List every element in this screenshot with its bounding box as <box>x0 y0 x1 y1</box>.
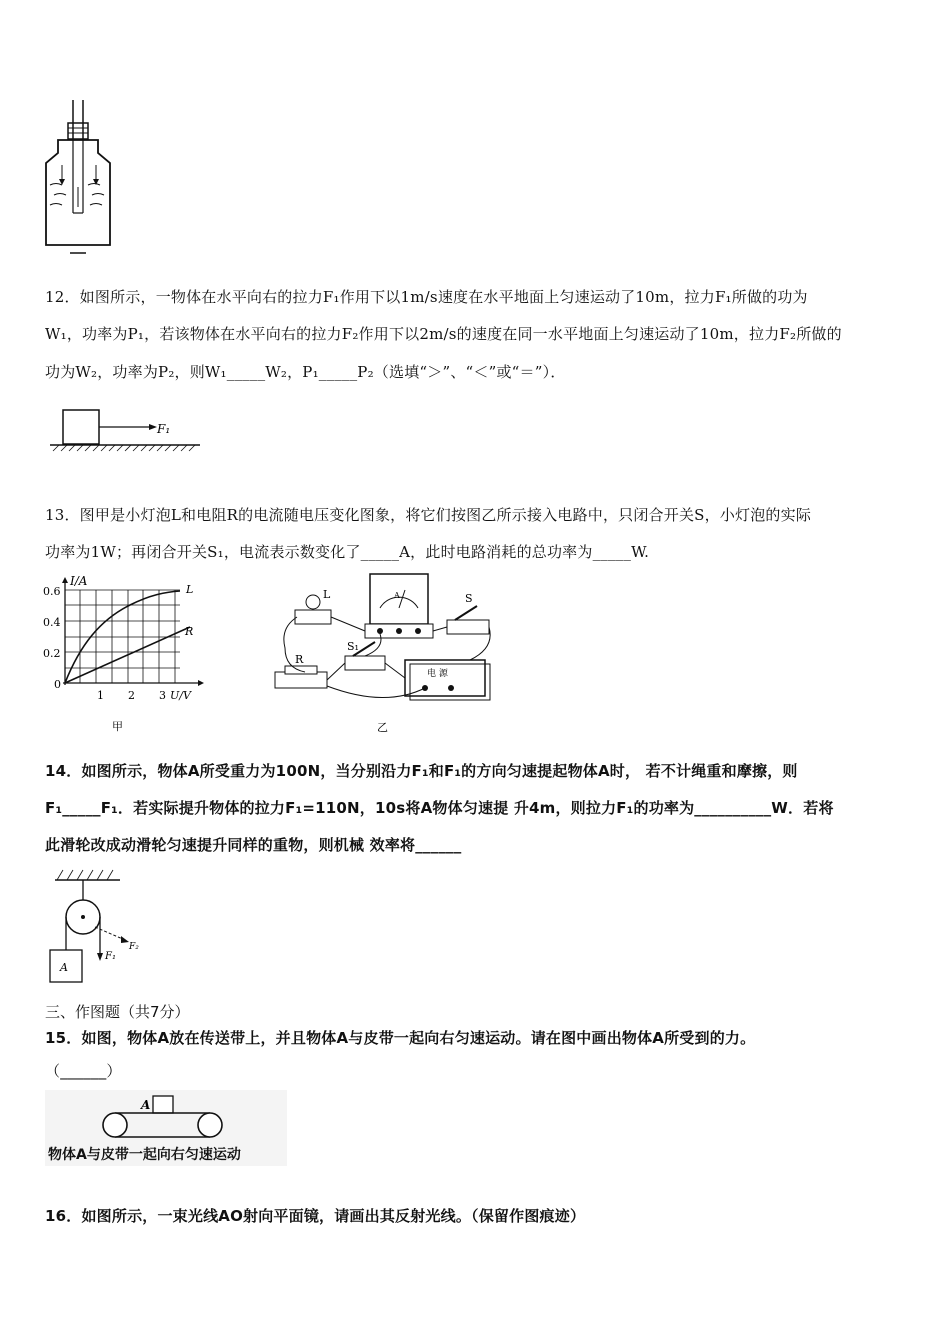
q14-pulley-figure <box>45 865 155 995</box>
q12-line2: W₁，功率为P₁，若该物体在水平向右的拉力F₂作用下以2m/s的速度在同一水平地面上匀速运动了10m，拉力F₂所做的 <box>45 325 842 343</box>
q15-line1: 15．如图，物体A放在传送带上，并且物体A与皮带一起向右匀速运动。请在图中画出物体A所受到的力。 <box>45 1029 756 1047</box>
power-label: 电 源 <box>427 669 448 679</box>
q14-line3: 此滑轮改成动滑轮匀速提升同样的重物，则机械 效率将______ <box>45 836 462 854</box>
graph-xlabel: U/V <box>170 689 191 702</box>
graph-ytick-04: 0.4 <box>43 616 61 629</box>
graph-ylabel: I/A <box>70 575 88 588</box>
q12-line1: 12．如图所示，一物体在水平向右的拉力F₁作用下以1m/s速度在水平地面上匀速运动了10m，拉力F₁所做的功为 <box>45 288 808 306</box>
q12-line3: 功为W₂，功率为P₂，则W₁_____W₂，P₁_____P₂（选填“＞”、“＜”或“＝”）． <box>45 363 566 381</box>
graph-curve-r: R <box>185 625 194 638</box>
graph-ytick-06: 0.6 <box>43 585 61 598</box>
graph-caption: 甲 <box>112 720 123 733</box>
q13-line1: 13．图甲是小灯泡L和电阻R的电流随电压变化图象，将它们按图乙所示接入电路中，只闭合开关S，小灯泡的实际 <box>45 506 812 524</box>
q14-block-label: A <box>60 961 68 974</box>
bottle-figure <box>40 95 120 255</box>
graph-xtick-1: 1 <box>97 689 104 702</box>
q14-f2-label: F₂ <box>129 942 139 952</box>
ammeter-label: A <box>394 591 400 600</box>
q16-line1: 16．如图所示，一束光线AO射向平面镜，请画出其反射光线。（保留作图痕迹） <box>45 1207 586 1225</box>
q15-figure <box>45 1090 287 1166</box>
graph-ytick-0: 0 <box>54 678 61 691</box>
lamp-label: L <box>323 588 331 601</box>
q15-figure-caption: 物体A与皮带一起向右匀速运动 <box>48 1147 241 1163</box>
q14-line1: 14．如图所示，物体A所受重力为100N，当分别沿力F₁和F₁的方向匀速提起物体A时， 若不计绳重和摩擦，则 <box>45 762 798 780</box>
graph-xtick-2: 2 <box>128 689 135 702</box>
q15-answer-blank: （______） <box>45 1062 122 1080</box>
graph-curve-l: L <box>186 583 194 596</box>
switch-s-label: S <box>465 592 473 605</box>
conveyor-belt <box>45 1090 287 1140</box>
graph-ytick-02: 0.2 <box>43 647 61 660</box>
q13-line2: 功率为1W；再闭合开关S₁，电流表示数变化了_____A，此时电路消耗的总功率为_____W. <box>45 543 650 561</box>
q12-figure <box>45 405 205 455</box>
q13-graph <box>40 575 210 735</box>
q14-line2: F₁_____F₁．若实际提升物体的拉力F₁=110N，10s将A物体匀速提 升4m，则拉力F₁的功率为__________W．若将 <box>45 799 834 817</box>
switch-s1-label: S₁ <box>347 640 359 653</box>
q14-f1-label: F₁ <box>105 951 116 962</box>
circuit-caption: 乙 <box>377 721 388 734</box>
graph-xtick-3: 3 <box>159 689 166 702</box>
q12-f1-label: F₁ <box>157 422 171 436</box>
q13-circuit <box>265 568 495 738</box>
resistor-label: R <box>295 653 304 666</box>
section-heading: 三、作图题（共7分） <box>45 1003 190 1021</box>
q15-block-label: A <box>141 1098 151 1112</box>
